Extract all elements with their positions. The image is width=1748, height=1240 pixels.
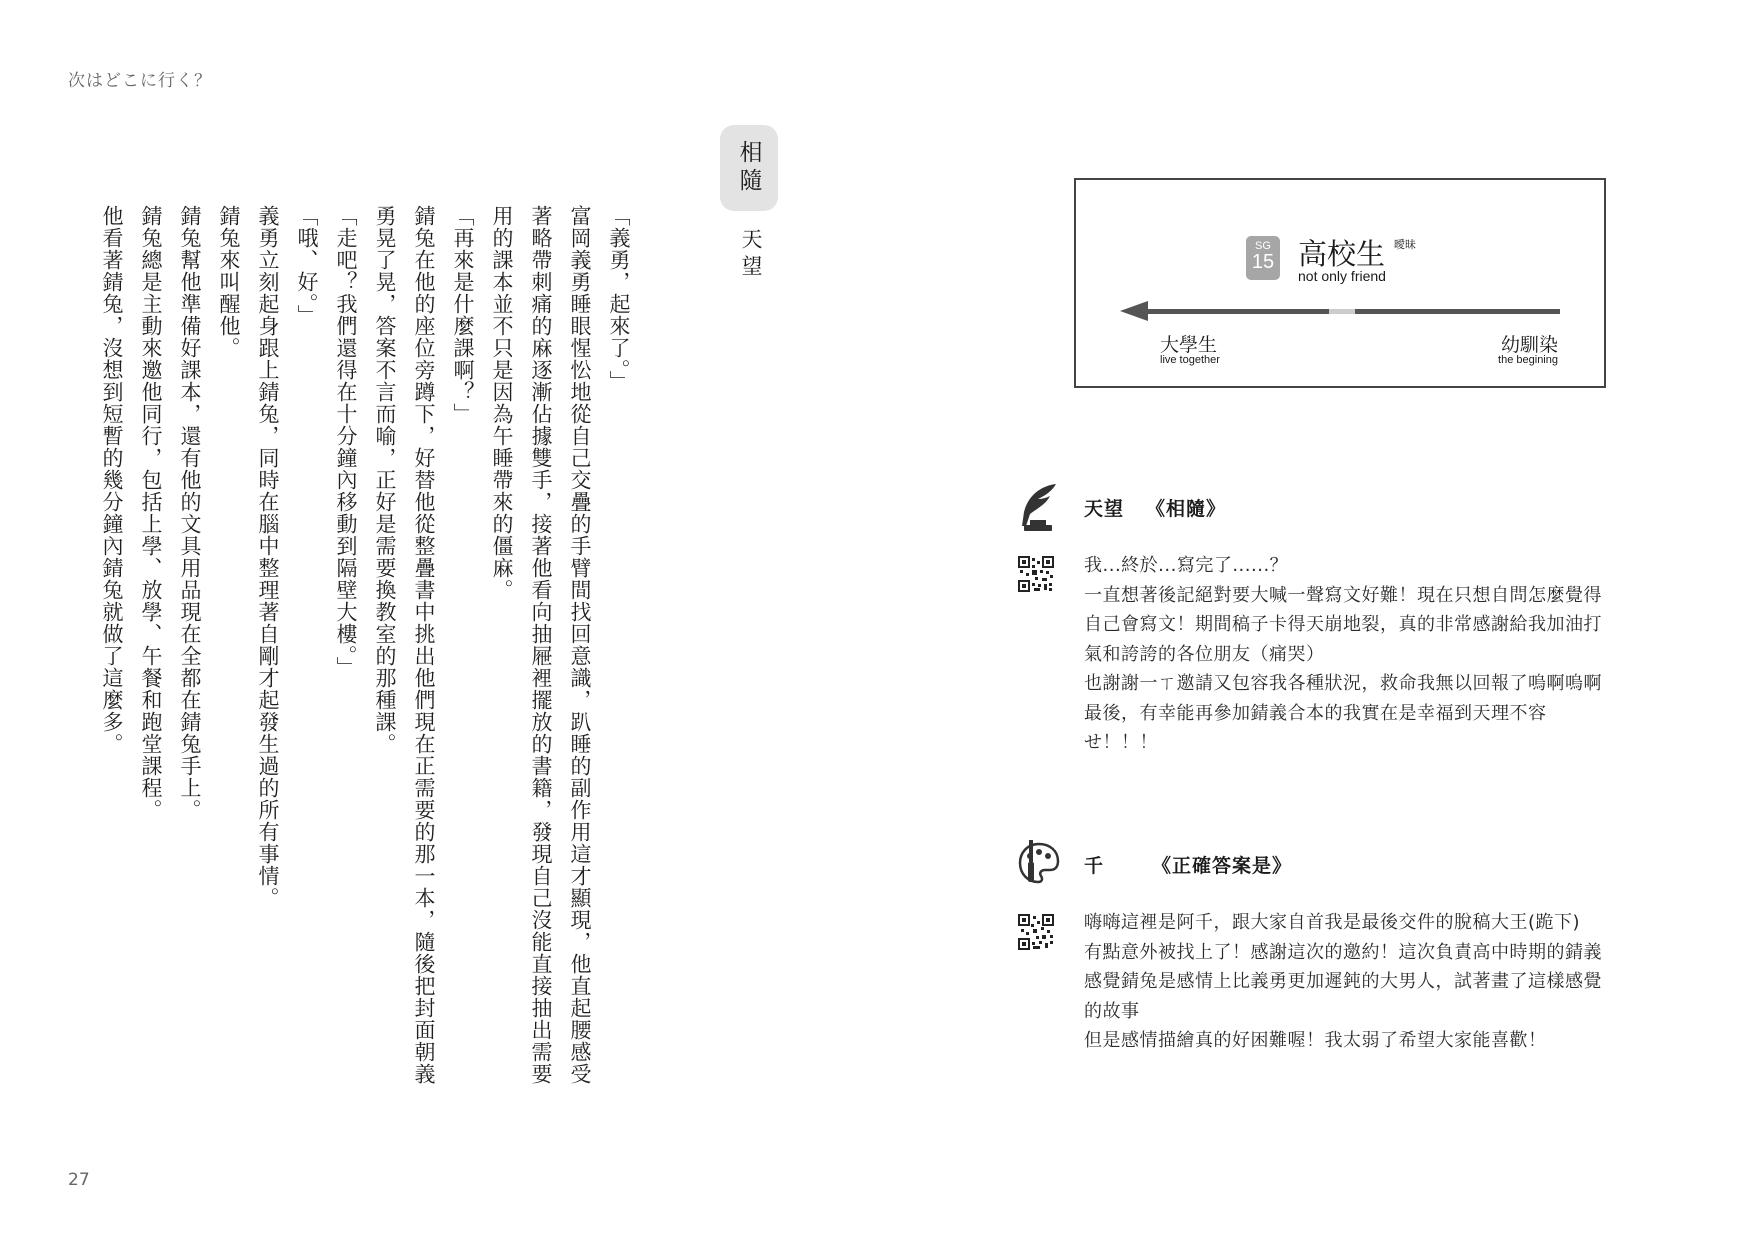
afterword-work-title: 《正確答案是》 [1152, 855, 1293, 877]
story-title: 相隨 [720, 125, 778, 211]
story-paragraph: 他看著錆兔，沒想到短暫的幾分鐘內錆兔就做了這麼多。 [100, 205, 124, 755]
story-paragraph: 錆兔總是主動來邀他同行，包括上學、放學、午餐和跑堂課程。 [139, 205, 163, 821]
paint-palette-icon [1016, 838, 1062, 888]
story-paragraph: 「義勇，起來了。」 [607, 205, 631, 393]
story-author: 天望 [739, 228, 763, 282]
arrow-left-icon [1120, 301, 1148, 321]
story-paragraph: 「再來是什麼課啊？」 [451, 205, 475, 425]
afterword-line: 最後，有幸能再參加錆義合本的我實在是幸福到天理不容せ！！！ [1084, 702, 1547, 753]
stage-left-label: 大學生 [1160, 334, 1218, 356]
running-title: 次はどこに行く？ [68, 71, 212, 91]
story-paragraph: 富岡義勇睡眼惺忪地從自己交疊的手臂間找回意識，趴睡的副作用這才顯現，他直起腰感受著略帶刺痛的麻逐漸佔據雙手，接著他看向抽屜裡擺放的書籍，發現自己沒能直接抽出需要用的課本並不只是因為午睡帶來的僵麻。 [490, 205, 592, 1085]
story-paragraph: 「哦、好。」 [295, 205, 319, 327]
stage-tag: 曖昧 [1394, 238, 1416, 251]
afterword-body [1084, 551, 1604, 758]
story-paragraph: 錆兔幫他準備好課本，還有他的文具用品現在全都在錆兔手上。 [178, 205, 202, 821]
afterword-line: 一直想著後記絕對要大喊一聲寫文好難！現在只想自問怎麼覺得自己會寫文！期間稿子卡得天崩地裂，真的非常感謝給我加油打氣和誇誇的各位朋友（痛哭） [1084, 584, 1602, 665]
story-paragraph: 義勇立刻起身跟上錆兔，同時在腦中整理著自剛才起發生過的所有事情。 [256, 205, 280, 909]
stage-title: 高校生 [1298, 237, 1386, 271]
afterword-line: 有點意外被找上了！感謝這次的邀約！這次負責高中時期的錆義 [1084, 941, 1602, 963]
story-paragraph: 錆兔來叫醒他。 [217, 205, 241, 359]
afterword-work-title: 《相隨》 [1146, 498, 1227, 520]
timeline-current-marker [1329, 309, 1355, 314]
timeline-box [1074, 178, 1606, 388]
story-paragraph: 錆兔在他的座位旁蹲下，好替他從整疊書中挑出他們現在正需要的那一本，隨後把封面朝義勇晃了晃，答案不言而喻，正好是需要換教室的那種課。 [373, 205, 436, 1085]
sg-badge [1246, 236, 1280, 280]
afterword-line: 但是感情描繪真的好困難喔！我太弱了希望大家能喜歡！ [1084, 1030, 1547, 1051]
stage-right-label: 幼馴染 [1500, 334, 1558, 356]
page-number: 27 [68, 1170, 90, 1190]
stage-right-sublabel: the begining [1498, 354, 1558, 366]
afterword-heading [1084, 494, 1226, 521]
quill-pen-icon [1016, 482, 1062, 532]
qr-code-icon [1018, 556, 1054, 592]
stage-subtitle: not only friend [1298, 268, 1386, 284]
story-text [92, 205, 638, 1085]
afterword-body [1084, 908, 1604, 1056]
story-paragraph: 「走吧？我們還得在十分鐘內移動到隔壁大樓。」 [334, 205, 358, 679]
sg-number: 15 [1251, 251, 1275, 273]
afterword-line: 嗨嗨這裡是阿千，跟大家自首我是最後交件的脫稿大王(跪下) [1084, 912, 1581, 933]
afterword-line: 我...終於...寫完了......？ [1084, 555, 1289, 576]
afterword-author: 天望 [1084, 498, 1125, 520]
afterword-author: 千 [1084, 855, 1105, 877]
sg-code: SG [1255, 240, 1271, 252]
afterword-heading [1084, 851, 1292, 878]
afterword-line: 也謝謝一ㄒ邀請又包容我各種狀況，救命我無以回報了嗚啊嗚啊 [1084, 673, 1602, 694]
qr-code-icon [1018, 914, 1054, 950]
stage-left-sublabel: live together [1160, 354, 1220, 366]
afterword-line: 感覺錆兔是感情上比義勇更加遲鈍的大男人，試著畫了這樣感覺的故事 [1084, 971, 1602, 1022]
